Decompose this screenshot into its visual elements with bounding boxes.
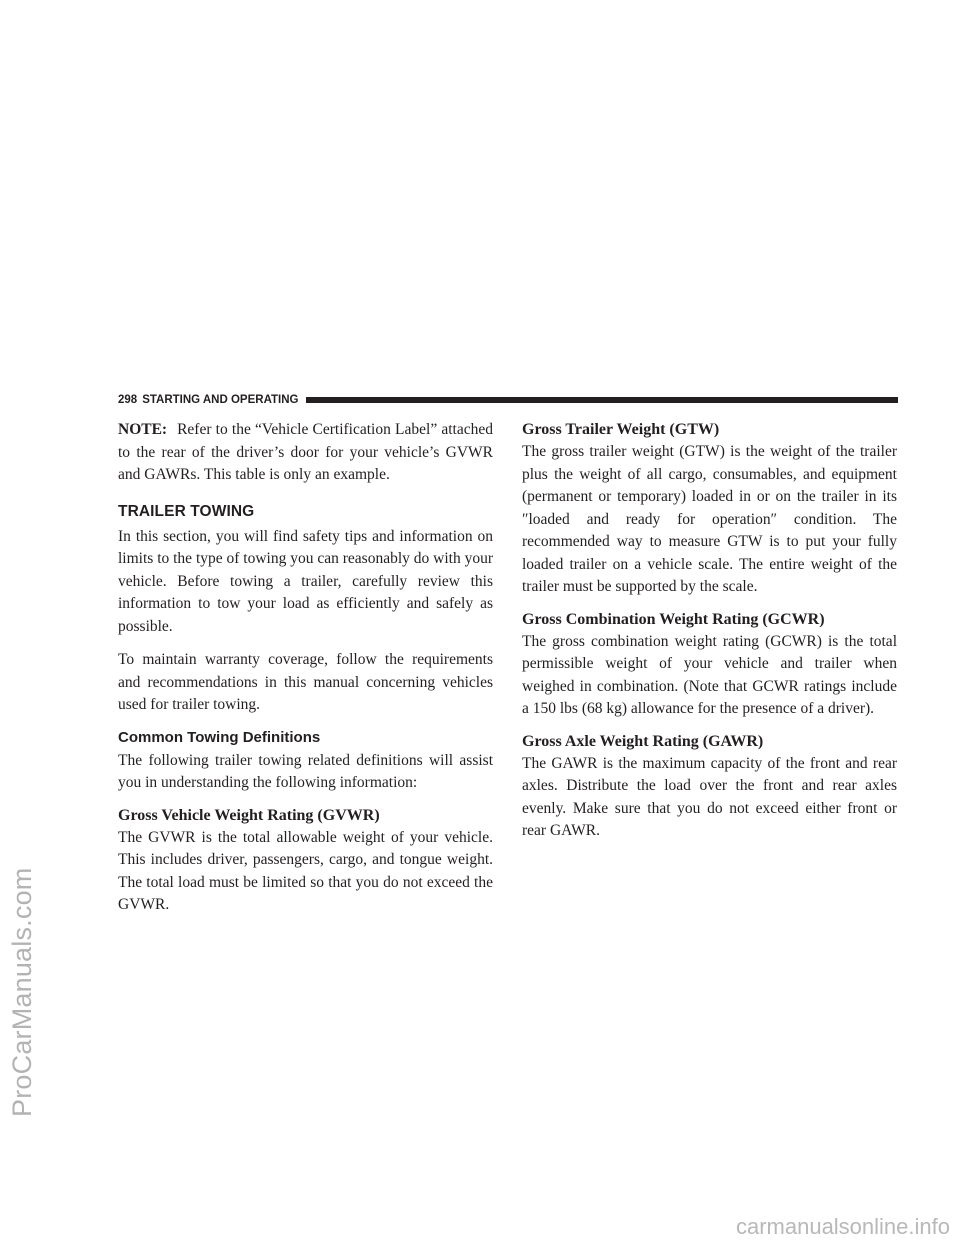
gcwr-heading: Gross Combination Weight Rating (GCWR)	[522, 610, 825, 628]
trailer-towing-paragraph-2: To maintain warranty coverage, follow the requirements and recommendations in this manual concerning vehicles used for trailer towing.	[118, 651, 493, 713]
trailer-towing-heading: TRAILER TOWING	[118, 502, 255, 520]
note-paragraph	[118, 419, 493, 487]
header-rule	[306, 397, 899, 403]
right-column	[522, 419, 897, 843]
note-text: Refer to the “Vehicle Certification Label” attached to the rear of the driver’s door for your vehicle’s GVWR and GAWRs. This table is only an example.	[118, 421, 493, 483]
gvwr-heading: Gross Vehicle Weight Rating (GVWR)	[118, 806, 380, 824]
note-label: NOTE:	[118, 421, 168, 438]
common-definitions-intro: The following trailer towing related definitions will assist you in understanding the following information:	[118, 751, 493, 791]
gawr-heading: Gross Axle Weight Rating (GAWR)	[522, 732, 764, 750]
gvwr-text: The GVWR is the total allowable weight of your vehicle. This includes driver, passengers, cargo, and tongue weight. The total load must be limited so that you do not exceed the GVWR.	[118, 828, 493, 913]
common-definitions-heading: Common Towing Definitions	[118, 728, 321, 746]
page-header	[118, 392, 898, 408]
page-number: 298	[118, 394, 138, 406]
section-title: STARTING AND OPERATING	[142, 394, 299, 406]
gawr-text: The GAWR is the maximum capacity of the front and rear axles. Distribute the load over the front and rear axles evenly. Make sure that you do not exceed either front or rear GAWR.	[522, 754, 897, 839]
side-watermark-text: ProCarManuals.com	[7, 867, 37, 1117]
bottom-watermark: carmanualsonline.info	[735, 1214, 950, 1239]
trailer-towing-paragraph-1: In this section, you will find safety tips and information on limits to the type of towing you can reasonably do with your vehicle. Before towing a trailer, carefully review this information to tow your load as efficiently and safely as possible.	[118, 527, 493, 635]
left-column	[118, 419, 493, 917]
gtw-text: The gross trailer weight (GTW) is the weight of the trailer plus the weight of all cargo, consumables, and equipment (permanent or temporary) loaded in or on the trailer in its ″loaded and ready for operation″ condition. The recommended way to measure GTW is to put your fully loaded trailer on a vehicle scale. The entire weight of the trailer must be supported by the scale.	[522, 443, 897, 595]
gcwr-text: The gross combination weight rating (GCWR) is the total permissible weight of your vehicle and trailer when weighed in combination. (Note that GCWR ratings include a 150 lbs (68 kg) allowance for the presence of a driver).	[522, 632, 897, 717]
gtw-heading: Gross Trailer Weight (GTW)	[522, 421, 720, 438]
